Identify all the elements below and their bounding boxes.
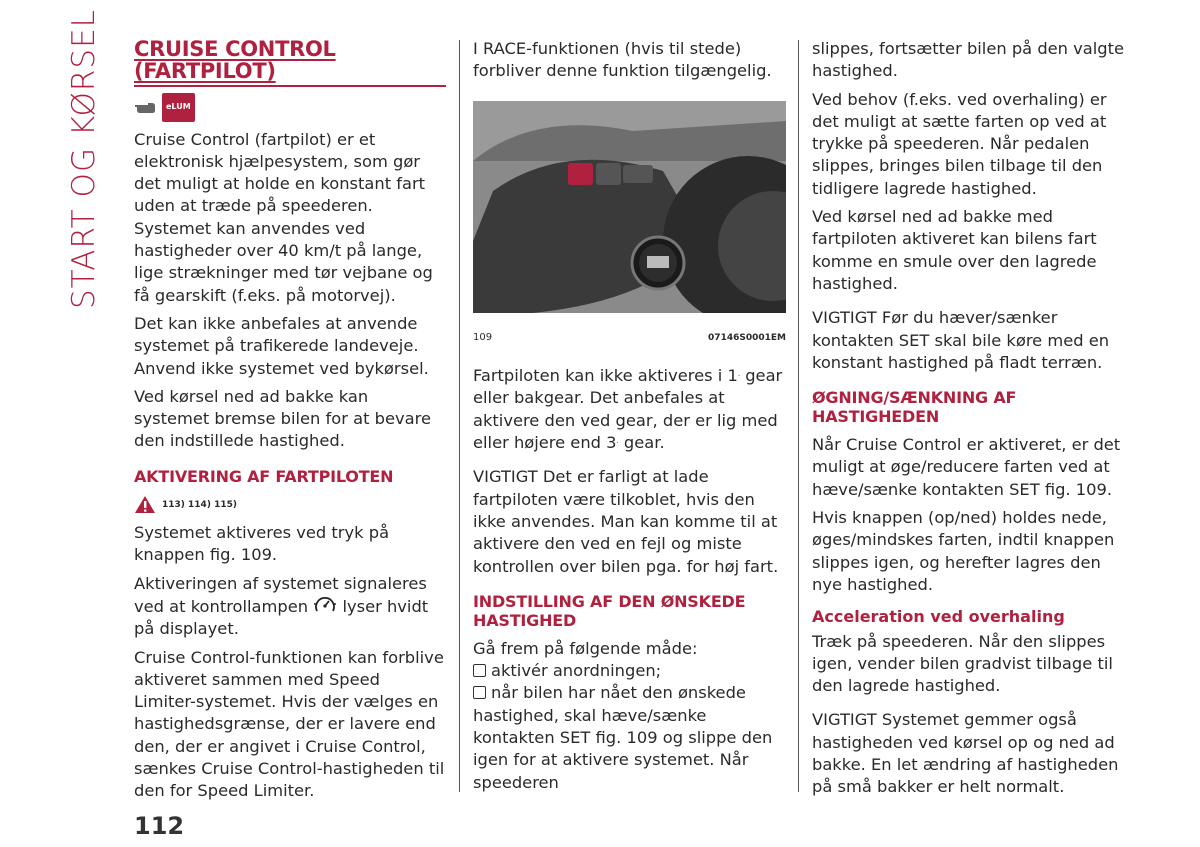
indicator-text-b: lyser hvidt på displayet. bbox=[134, 596, 429, 639]
checkbox-bullet-icon bbox=[473, 686, 486, 699]
list-item bbox=[473, 660, 786, 682]
paragraph-indicator bbox=[134, 573, 446, 641]
figure-caption bbox=[473, 327, 786, 349]
heading-activation: AKTIVERING AF FARTPILOTEN bbox=[134, 466, 394, 486]
pointing-hand-icon bbox=[134, 101, 158, 115]
steering-wheel-photo bbox=[473, 101, 786, 313]
list-item-text: når bilen har nået den ønskede hastighed, skal hæve/sænke kontakten SET fig. 109 og slippe den igen for at aktivere systemet. Når speederen bbox=[473, 683, 773, 792]
list-item bbox=[473, 682, 786, 793]
paragraph-accelerator: Træk på speederen. Når den slippes igen, vender bilen gradvist tilbage til den lagrede hastighed. bbox=[812, 631, 1113, 696]
column-3 bbox=[812, 38, 1127, 805]
figure-number: 109 bbox=[473, 331, 493, 343]
side-title-text: START OG KØRSEL bbox=[66, 9, 102, 309]
column-divider-2 bbox=[798, 40, 799, 792]
paragraph-important-set: VIGTIGT Før du hæver/sænker kontakten SET skal bile køre med en konstant hastighed på fladt terræn. bbox=[812, 308, 1110, 372]
page-title: CRUISE CONTROL (FARTPILOT) bbox=[134, 38, 446, 87]
warning-triangle-icon bbox=[134, 495, 156, 514]
paragraph-important-danger: VIGTIGT Det er farligt at lade fartpiloten være tilkoblet, hvis den ikke anvendes. Man kan komme til at aktivere den ved en fejl og miste kontrollen over bilen pga. for høj fart. bbox=[473, 467, 779, 576]
page-number: 112 bbox=[134, 812, 185, 840]
warning-references bbox=[134, 494, 446, 516]
feature-icons bbox=[134, 97, 446, 119]
paragraph-procedure: Gå frem på følgende måde: bbox=[473, 638, 698, 658]
paragraph-gear-requirement bbox=[473, 365, 786, 454]
paragraph-important-hills: VIGTIGT Systemet gemmer også hastigheden ved kørsel op og ned ad bakke. En let ændring af hastigheden på små bakker er helt normalt. bbox=[812, 710, 1119, 797]
gear-text-b: gear eller bakgear. Det anbefales at aktivere den ved gear, der er lig med eller højere end 3 bbox=[473, 366, 783, 453]
paragraph-speed-limiter: Cruise Control-funktionen kan forblive aktiveret sammen med Speed Limiter-systemet. Hvis der vælges en hastighedsgrænse, der er lavere end den, der er angivet i Cruise Control, sænkes Cruise Control-hastigheden til den for Speed Limiter. bbox=[134, 647, 445, 801]
paragraph-race-mode: I RACE-funktionen (hvis til stede) forbliver denne funktion tilgængelig. bbox=[473, 39, 772, 81]
cruise-control-indicator-icon bbox=[313, 595, 337, 615]
heading-setting-speed: INDSTILLING AF DEN ØNSKEDE HASTIGHED bbox=[473, 591, 746, 630]
column-1 bbox=[134, 38, 446, 809]
paragraph-country-roads: Det kan ikke anbefales at anvende systemet på trafikerede landeveje. Anvend ikke systemet ved bykørsel. bbox=[134, 313, 429, 378]
checkbox-bullet-icon bbox=[473, 664, 486, 677]
figure-code: 07146S0001EM bbox=[708, 332, 786, 343]
heading-acceleration: Acceleration ved overhaling bbox=[812, 607, 1065, 627]
paragraph-overtaking: Ved behov (f.eks. ved overhaling) er det muligt at sætte farten op ved at trykke på speederen. Når pedalen slippes, bringes bilen tilbage til den tidligere lagrede hastighed. bbox=[812, 89, 1107, 198]
intro-paragraph: Cruise Control (fartpilot) er et elektronisk hjælpesystem, som gør det muligt at holde en konstant fart uden at træde på speederen. Systemet kan anvendes ved hastigheder over 40 km/t på lange, lige strækninger med tør vejbane og få gearskift (f.eks. på motorvej). bbox=[134, 129, 433, 305]
paragraph-hold-button: Hvis knappen (op/ned) holdes nede, øges/mindskes farten, indtil knappen slippes igen, og herefter lagres den nye hastighed. bbox=[812, 508, 1115, 594]
heading-increase-decrease: ØGNING/SÆNKNING AF HASTIGHEDEN bbox=[812, 388, 1017, 427]
paragraph-downhill-speed: Ved kørsel ned ad bakke med fartpiloten aktiveret kan bilens fart komme en smule over den lagrede hastighed. bbox=[812, 207, 1097, 293]
paragraph-downhill: Ved kørsel ned ad bakke kan systemet bremse bilen for at bevare den indstillede hastighed. bbox=[134, 386, 431, 451]
elum-badge: eLUM bbox=[162, 93, 195, 121]
column-divider-1 bbox=[459, 40, 460, 792]
gear-sup-1: . bbox=[737, 370, 741, 379]
warning-refs-text: 113) 114) 115) bbox=[162, 499, 237, 510]
paragraph-activate: Systemet aktiveres ved tryk på knappen fig. 109. bbox=[134, 523, 390, 565]
gear-text-a: Fartpiloten kan ikke aktiveres i 1 bbox=[473, 366, 738, 386]
indicator-text-a: Aktiveringen af systemet signaleres ved at kontrollampen bbox=[134, 573, 427, 616]
section-side-title bbox=[66, 9, 102, 309]
paragraph-increase: Når Cruise Control er aktiveret, er det muligt at øge/reducere farten ved at hæve/sænke kontakten SET fig. 109. bbox=[812, 435, 1121, 499]
gear-sup-2: . bbox=[616, 437, 619, 446]
gear-text-c: gear. bbox=[618, 433, 665, 453]
column-2 bbox=[473, 38, 786, 794]
list-item-text: aktivér anordningen; bbox=[491, 661, 662, 681]
paragraph-continue-speed: slippes, fortsætter bilen på den valgte hastighed. bbox=[812, 39, 1125, 81]
